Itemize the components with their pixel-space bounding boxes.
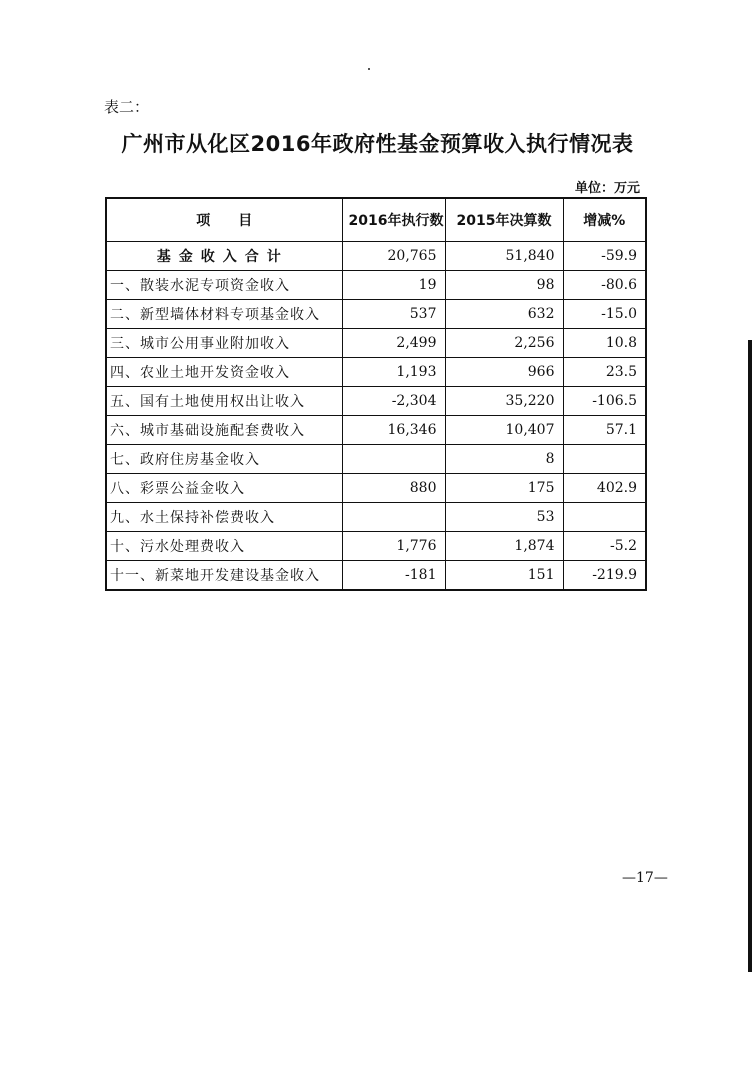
row-2016 — [342, 503, 445, 532]
table-row — [106, 503, 646, 532]
row-change — [563, 445, 646, 474]
row-name: 七、政府住房基金收入 — [106, 445, 342, 474]
row-change — [563, 503, 646, 532]
row-name: 九、水土保持补偿费收入 — [106, 503, 342, 532]
row-change: 10.8 — [563, 329, 646, 358]
page-title: 广州市从化区2016年政府性基金预算收入执行情况表 — [121, 132, 634, 156]
row-2015: 35,220 — [445, 387, 563, 416]
header-change: 增减% — [563, 198, 646, 242]
table-row — [106, 561, 646, 591]
row-change: -15.0 — [563, 300, 646, 329]
row-change: -59.9 — [563, 242, 646, 271]
page-number: —17— — [622, 870, 668, 886]
table-row — [106, 358, 646, 387]
row-2015: 151 — [445, 561, 563, 591]
row-2016 — [342, 445, 445, 474]
table-header-row — [106, 198, 646, 242]
table-row — [106, 532, 646, 561]
header-item: 项 目 — [106, 198, 342, 242]
row-2016: -2,304 — [342, 387, 445, 416]
row-2015: 8 — [445, 445, 563, 474]
table-row — [106, 474, 646, 503]
row-2015: 53 — [445, 503, 563, 532]
row-2015: 98 — [445, 271, 563, 300]
table-row — [106, 329, 646, 358]
row-name: 一、散装水泥专项资金收入 — [106, 271, 342, 300]
row-name: 十一、新菜地开发建设基金收入 — [106, 561, 342, 591]
row-2015: 1,874 — [445, 532, 563, 561]
row-2016: 2,499 — [342, 329, 445, 358]
row-change: 402.9 — [563, 474, 646, 503]
row-2016: 537 — [342, 300, 445, 329]
row-name: 基金收入合计 — [106, 242, 342, 271]
row-name: 八、彩票公益金收入 — [106, 474, 342, 503]
row-2015: 966 — [445, 358, 563, 387]
row-2015: 2,256 — [445, 329, 563, 358]
table-row — [106, 387, 646, 416]
scan-edge-shadow — [748, 340, 752, 972]
row-name: 五、国有土地使用权出让收入 — [106, 387, 342, 416]
row-2016: 20,765 — [342, 242, 445, 271]
row-2016: 880 — [342, 474, 445, 503]
table-label: 表二： — [104, 98, 150, 116]
row-2015: 632 — [445, 300, 563, 329]
header-2016: 2016年执行数 — [342, 198, 445, 242]
budget-table — [105, 197, 647, 591]
row-2015: 10,407 — [445, 416, 563, 445]
row-2015: 51,840 — [445, 242, 563, 271]
table-row — [106, 271, 646, 300]
row-2016: 1,776 — [342, 532, 445, 561]
row-2016: 16,346 — [342, 416, 445, 445]
row-change: -219.9 — [563, 561, 646, 591]
row-name: 二、新型墙体材料专项基金收入 — [106, 300, 342, 329]
table-row — [106, 445, 646, 474]
table-row — [106, 416, 646, 445]
unit-label: 单位：万元 — [574, 181, 640, 196]
row-change: -106.5 — [563, 387, 646, 416]
row-name: 六、城市基础设施配套费收入 — [106, 416, 342, 445]
header-2015: 2015年决算数 — [445, 198, 563, 242]
table-row-total — [106, 242, 646, 271]
row-change: 57.1 — [563, 416, 646, 445]
row-change: -80.6 — [563, 271, 646, 300]
row-change: -5.2 — [563, 532, 646, 561]
row-name: 四、农业土地开发资金收入 — [106, 358, 342, 387]
table-row — [106, 300, 646, 329]
row-2016: 19 — [342, 271, 445, 300]
row-name: 十、污水处理费收入 — [106, 532, 342, 561]
row-2016: -181 — [342, 561, 445, 591]
scan-speck — [368, 68, 370, 70]
row-2016: 1,193 — [342, 358, 445, 387]
row-2015: 175 — [445, 474, 563, 503]
row-name: 三、城市公用事业附加收入 — [106, 329, 342, 358]
row-change: 23.5 — [563, 358, 646, 387]
